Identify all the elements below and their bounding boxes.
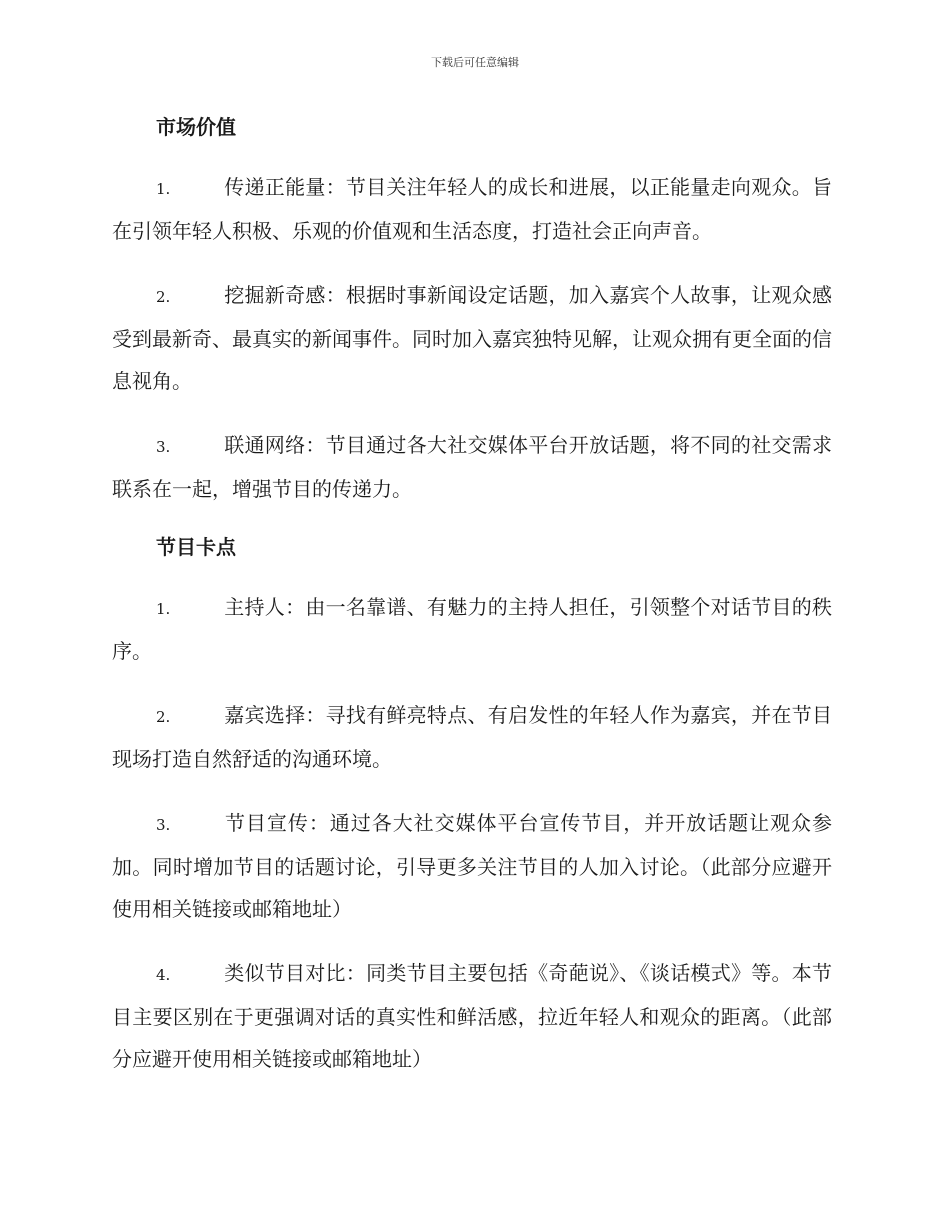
- list-item-text: 主持人：由一名靠谱、有魅力的主持人担任，引领整个对话节目的秩序。: [112, 595, 832, 663]
- list-item-number: 4.: [156, 966, 171, 984]
- list-item-number: 3.: [156, 816, 171, 834]
- header-note: 下载后可任意编辑: [431, 56, 519, 69]
- section-heading-market-value: 市场价值: [156, 115, 236, 139]
- list-item: [112, 952, 832, 1080]
- list-item-number: 2.: [156, 708, 171, 726]
- section-heading-program-checkpoints: 节目卡点: [156, 535, 236, 559]
- list-item-text: 嘉宾选择：寻找有鲜亮特点、有启发性的年轻人作为嘉宾，并在节目现场打造自然舒适的沟通环境。: [112, 703, 832, 771]
- list-item-number: 1.: [156, 180, 171, 198]
- list-item: [112, 586, 832, 672]
- list-item-text: 联通网络：节目通过各大社交媒体平台开放话题，将不同的社交需求联系在一起，增强节目的传递力。: [112, 433, 832, 501]
- document-body: [112, 110, 832, 1100]
- list-item-text: 节目宣传：通过各大社交媒体平台宣传节目，并开放话题让观众参加。同时增加节目的话题讨论，引导更多关注节目的人加入讨论。（此部分应避开使用相关链接或邮箱地址）: [112, 811, 832, 921]
- list-item: [112, 166, 832, 252]
- list-item-text: 传递正能量：节目关注年轻人的成长和进展，以正能量走向观众。旨在引领年轻人积极、乐观的价值观和生活态度，打造社会正向声音。: [112, 175, 832, 243]
- list-item: [112, 424, 832, 510]
- list-item: [112, 802, 832, 930]
- list-item-number: 2.: [156, 288, 171, 306]
- list-item-text: 类似节目对比：同类节目主要包括《奇葩说》、《谈话模式》等。本节目主要区别在于更强调对话的真实性和鲜活感，拉近年轻人和观众的距离。（此部分应避开使用相关链接或邮箱地址）: [112, 961, 832, 1071]
- list-item-number: 1.: [156, 600, 171, 618]
- list-item-number: 3.: [156, 438, 171, 456]
- list-item: [112, 274, 832, 402]
- list-item-text: 挖掘新奇感：根据时事新闻设定话题，加入嘉宾个人故事，让观众感受到最新奇、最真实的新闻事件。同时加入嘉宾独特见解，让观众拥有更全面的信息视角。: [112, 283, 832, 393]
- list-item: [112, 694, 832, 780]
